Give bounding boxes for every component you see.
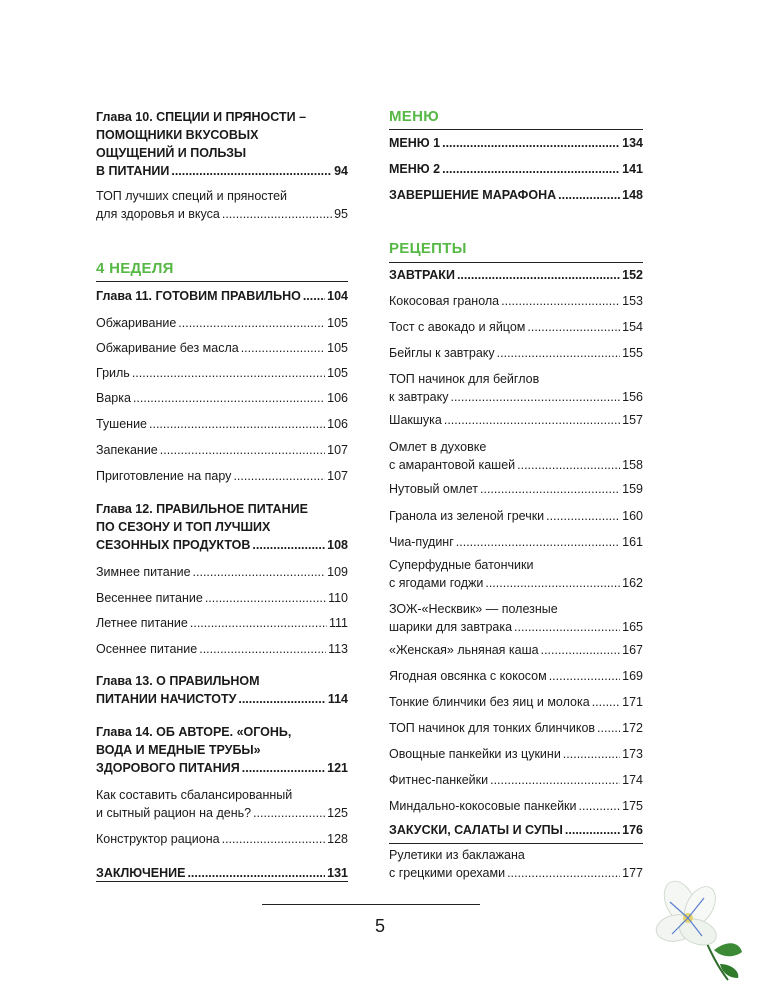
toc-entry-row bbox=[389, 456, 643, 474]
dot-leader bbox=[303, 287, 325, 305]
dot-leader bbox=[242, 759, 325, 777]
toc-entry-title-line: ПО СЕЗОНУ И ТОП ЛУЧШИХ bbox=[96, 520, 271, 534]
toc-entry bbox=[96, 287, 348, 305]
toc-entry-title-line: ПОМОЩНИКИ ВКУСОВЫХ bbox=[96, 128, 259, 142]
toc-entry bbox=[389, 411, 643, 429]
toc-entry-title-line: ЗДОРОВОГО ПИТАНИЯ bbox=[96, 761, 240, 775]
toc-divider bbox=[389, 262, 643, 263]
toc-entry-title-line: Гриль bbox=[96, 366, 130, 380]
toc-entry-page: 167 bbox=[622, 643, 643, 657]
toc-entry bbox=[389, 821, 643, 839]
dot-leader bbox=[456, 533, 620, 551]
toc-entry-title-line: ЗАВТРАКИ bbox=[389, 268, 455, 282]
dot-leader bbox=[442, 160, 620, 178]
toc-entry bbox=[96, 364, 348, 382]
toc-entry-page: 106 bbox=[327, 391, 348, 405]
toc-entry-row bbox=[389, 388, 643, 406]
toc-entry bbox=[96, 614, 348, 632]
dot-leader bbox=[565, 821, 620, 839]
toc-entry-title-line: ТОП начинок для тонких блинчиков bbox=[389, 721, 596, 735]
toc-entry-title-line: Весеннее питание bbox=[96, 591, 203, 605]
toc-entry-row bbox=[389, 411, 643, 429]
toc-entry-row bbox=[96, 864, 348, 882]
toc-entry-page: 107 bbox=[327, 469, 348, 483]
toc-entry-page: 160 bbox=[622, 509, 643, 523]
dot-leader bbox=[527, 318, 620, 336]
toc-entry bbox=[96, 640, 348, 658]
toc-entry-page: 110 bbox=[328, 591, 348, 605]
toc-entry-title-line: МЕНЮ 1 bbox=[389, 136, 441, 150]
toc-entry bbox=[96, 500, 348, 554]
toc-entry-title-line: Осеннее питание bbox=[96, 642, 198, 656]
toc-entry-title-line: и сытный рацион на день? bbox=[96, 806, 252, 820]
toc-entry-row bbox=[389, 186, 643, 204]
toc-entry-row bbox=[96, 287, 348, 305]
toc-entry-row bbox=[96, 205, 348, 223]
dot-leader bbox=[171, 162, 332, 180]
dot-leader bbox=[480, 480, 620, 498]
toc-entry-row bbox=[389, 318, 643, 336]
dot-leader bbox=[592, 693, 620, 711]
toc-entry-page: 106 bbox=[327, 417, 348, 431]
toc-entry-title-line: Летнее питание bbox=[96, 616, 188, 630]
toc-entry-title-line: Ягодная овсянка с кокосом bbox=[389, 669, 547, 683]
toc-entry bbox=[389, 438, 643, 474]
dot-leader bbox=[133, 389, 325, 407]
toc-entry-row bbox=[389, 292, 643, 310]
toc-entry-page: 94 bbox=[334, 164, 348, 178]
toc-entry bbox=[389, 344, 643, 362]
toc-entry-row bbox=[389, 507, 643, 525]
toc-entry-page: 113 bbox=[328, 642, 348, 656]
toc-entry bbox=[389, 266, 643, 284]
toc-entry-row bbox=[389, 864, 643, 882]
dot-leader bbox=[444, 411, 620, 429]
toc-entry-page: 107 bbox=[327, 443, 348, 457]
dot-leader bbox=[253, 804, 325, 822]
toc-entry bbox=[96, 441, 348, 459]
toc-entry-title-line: Тушение bbox=[96, 417, 148, 431]
toc-entry-row bbox=[389, 480, 643, 498]
toc-entry bbox=[389, 318, 643, 336]
dot-leader bbox=[546, 507, 620, 525]
toc-entry-page: 176 bbox=[622, 823, 643, 837]
toc-entry-page: 153 bbox=[622, 294, 643, 308]
dot-leader bbox=[205, 589, 326, 607]
toc-entry-title-line: Тонкие блинчики без яиц и молока bbox=[389, 695, 590, 709]
toc-entry-title-line: Глава 13. О ПРАВИЛЬНОМ bbox=[96, 674, 260, 688]
toc-entry-page: 177 bbox=[622, 866, 643, 880]
toc-entry-row bbox=[96, 804, 348, 822]
toc-entry-title-line: ЗАКЛЮЧЕНИЕ bbox=[96, 866, 186, 880]
toc-entry-page: 171 bbox=[622, 695, 643, 709]
dot-leader bbox=[497, 344, 620, 362]
toc-entry bbox=[389, 480, 643, 498]
toc-entry-page: 95 bbox=[334, 207, 348, 221]
toc-entry-title-line: Обжаривание bbox=[96, 316, 177, 330]
toc-entry bbox=[96, 723, 348, 777]
toc-entry-row bbox=[96, 415, 348, 433]
toc-entry bbox=[96, 830, 348, 848]
toc-entry-title-line: В ПИТАНИИ bbox=[96, 164, 170, 178]
toc-entry-row bbox=[389, 641, 643, 659]
toc-entry-row bbox=[96, 563, 348, 581]
dot-leader bbox=[132, 364, 325, 382]
dot-leader bbox=[541, 641, 621, 659]
toc-entry-title-line: ПИТАНИИ НАЧИСТОТУ bbox=[96, 692, 237, 706]
dot-leader bbox=[517, 456, 620, 474]
dot-leader bbox=[549, 667, 620, 685]
toc-entry-row bbox=[389, 266, 643, 284]
toc-entry-title-line: ЗАВЕРШЕНИЕ МАРАФОНА bbox=[389, 188, 557, 202]
toc-entry-page: 121 bbox=[327, 761, 348, 775]
toc-entry-row bbox=[389, 574, 643, 592]
section-week-4: 4 НЕДЕЛЯ bbox=[96, 260, 174, 277]
toc-entry-page: 105 bbox=[327, 341, 348, 355]
toc-entry-row bbox=[96, 614, 348, 632]
toc-entry-title-line: Глава 11. ГОТОВИМ ПРАВИЛЬНО bbox=[96, 289, 301, 303]
dot-leader bbox=[149, 415, 325, 433]
toc-divider bbox=[389, 843, 643, 844]
toc-entry-title-line: ЗОЖ-«Несквик» — полезные bbox=[389, 602, 558, 616]
toc-entry-title-line: Приготовление на пару bbox=[96, 469, 232, 483]
toc-entry bbox=[96, 187, 348, 223]
toc-entry bbox=[389, 745, 643, 763]
toc-entry-page: 109 bbox=[327, 565, 348, 579]
toc-entry bbox=[389, 667, 643, 685]
flower-decoration bbox=[640, 872, 750, 982]
dot-leader bbox=[507, 864, 620, 882]
toc-entry-title-line: Шакшука bbox=[389, 413, 442, 427]
toc-divider bbox=[96, 881, 348, 882]
dot-leader bbox=[241, 339, 325, 357]
dot-leader bbox=[501, 292, 620, 310]
dot-leader bbox=[485, 574, 620, 592]
toc-entry bbox=[389, 134, 643, 152]
toc-entry-page: 125 bbox=[327, 806, 348, 820]
toc-entry-page: 169 bbox=[622, 669, 643, 683]
toc-entry-page: 157 bbox=[622, 413, 643, 427]
toc-entry-page: 105 bbox=[327, 366, 348, 380]
toc-entry-title-line: Запекание bbox=[96, 443, 158, 457]
toc-entry-page: 175 bbox=[622, 799, 643, 813]
toc-entry bbox=[389, 186, 643, 204]
toc-entry-row bbox=[389, 821, 643, 839]
toc-entry-title-line: ТОП начинок для бейглов bbox=[389, 372, 540, 386]
dot-leader bbox=[450, 388, 620, 406]
dot-leader bbox=[222, 830, 326, 848]
toc-entry-title-line: ЗАКУСКИ, САЛАТЫ И СУПЫ bbox=[389, 823, 563, 837]
footer-divider bbox=[262, 904, 480, 905]
toc-entry-page: 173 bbox=[622, 747, 643, 761]
toc-entry-row bbox=[96, 441, 348, 459]
dot-leader bbox=[193, 563, 326, 581]
toc-entry-title-line: шарики для завтрака bbox=[389, 620, 513, 634]
toc-entry-page: 161 bbox=[622, 535, 643, 549]
toc-entry-page: 114 bbox=[327, 692, 348, 706]
toc-entry bbox=[96, 786, 348, 822]
toc-entry-row bbox=[96, 314, 348, 332]
toc-entry-title-line: Суперфудные батончики bbox=[389, 558, 534, 572]
toc-divider bbox=[389, 129, 643, 130]
toc-entry-row bbox=[96, 589, 348, 607]
toc-entry bbox=[96, 672, 348, 708]
toc-entry-title-line: Обжаривание без масла bbox=[96, 341, 239, 355]
dot-leader bbox=[252, 536, 325, 554]
toc-entry-row bbox=[96, 759, 348, 777]
toc-entry-row bbox=[389, 344, 643, 362]
toc-entry-title-line: Миндально-кокосовые панкейки bbox=[389, 799, 577, 813]
toc-entry-page: 159 bbox=[622, 482, 643, 496]
toc-entry-row bbox=[96, 467, 348, 485]
toc-entry-title-line: ТОП лучших специй и пряностей bbox=[96, 189, 288, 203]
dot-leader bbox=[579, 797, 621, 815]
toc-entry bbox=[96, 589, 348, 607]
dot-leader bbox=[233, 467, 325, 485]
toc-entry-title-line: с грецкими орехами bbox=[389, 866, 506, 880]
toc-entry-title-line: Фитнес-панкейки bbox=[389, 773, 489, 787]
toc-entry-title-line: ВОДА И МЕДНЫЕ ТРУБЫ» bbox=[96, 743, 261, 757]
toc-entry-title-line: Омлет в духовке bbox=[389, 440, 487, 454]
toc-entry bbox=[389, 719, 643, 737]
toc-entry-row bbox=[96, 830, 348, 848]
toc-entry-page: 141 bbox=[622, 162, 643, 176]
toc-entry bbox=[96, 314, 348, 332]
toc-entry-title-line: ОЩУЩЕНИЙ И ПОЛЬЗЫ bbox=[96, 146, 247, 160]
toc-entry-page: 158 bbox=[622, 458, 643, 472]
toc-entry-title-line: Нутовый омлет bbox=[389, 482, 478, 496]
toc-entry-row bbox=[389, 533, 643, 551]
page-number: 5 bbox=[374, 916, 385, 936]
toc-entry-row bbox=[96, 339, 348, 357]
toc-divider bbox=[96, 281, 348, 282]
toc-entry-row bbox=[389, 667, 643, 685]
toc-entry-row bbox=[389, 771, 643, 789]
toc-entry bbox=[96, 563, 348, 581]
toc-entry-title-line: Кокосовая гранола bbox=[389, 294, 500, 308]
dot-leader bbox=[199, 640, 326, 658]
dot-leader bbox=[187, 864, 325, 882]
toc-entry-row bbox=[389, 693, 643, 711]
toc-entry-page: 148 bbox=[622, 188, 643, 202]
toc-entry bbox=[389, 771, 643, 789]
section-recipes: РЕЦЕПТЫ bbox=[389, 240, 467, 257]
toc-entry bbox=[389, 507, 643, 525]
toc-entry bbox=[96, 108, 348, 180]
toc-entry-title-line: Бейглы к завтраку bbox=[389, 346, 495, 360]
toc-entry bbox=[389, 533, 643, 551]
toc-entry-page: 134 bbox=[622, 136, 643, 150]
toc-entry-page: 154 bbox=[622, 320, 643, 334]
toc-entry-title-line: Конструктор рациона bbox=[96, 832, 220, 846]
toc-entry bbox=[389, 370, 643, 406]
dot-leader bbox=[238, 690, 325, 708]
toc-entry bbox=[96, 864, 348, 882]
toc-entry-row bbox=[389, 618, 643, 636]
dot-leader bbox=[514, 618, 620, 636]
toc-entry-row bbox=[96, 389, 348, 407]
toc-entry-page: 172 bbox=[622, 721, 643, 735]
toc-entry-row bbox=[389, 797, 643, 815]
toc-entry-page: 152 bbox=[622, 268, 643, 282]
toc-entry-row bbox=[96, 162, 348, 180]
toc-entry-title-line: МЕНЮ 2 bbox=[389, 162, 441, 176]
toc-entry-title-line: Зимнее питание bbox=[96, 565, 191, 579]
dot-leader bbox=[190, 614, 327, 632]
toc-entry-page: 104 bbox=[327, 289, 348, 303]
toc-entry-title-line: Как составить сбалансированный bbox=[96, 788, 293, 802]
toc-entry bbox=[389, 600, 643, 636]
dot-leader bbox=[563, 745, 620, 763]
dot-leader bbox=[160, 441, 325, 459]
toc-entry-page: 165 bbox=[622, 620, 643, 634]
toc-entry-page: 111 bbox=[328, 616, 348, 630]
toc-entry-title-line: Варка bbox=[96, 391, 131, 405]
toc-entry-title-line: Глава 12. ПРАВИЛЬНОЕ ПИТАНИЕ bbox=[96, 502, 308, 516]
section-menu: МЕНЮ bbox=[389, 108, 440, 125]
toc-entry-title-line: Гранола из зеленой гречки bbox=[389, 509, 545, 523]
toc-entry-row bbox=[96, 640, 348, 658]
toc-entry bbox=[389, 641, 643, 659]
toc-entry-page: 156 bbox=[622, 390, 643, 404]
toc-entry bbox=[96, 415, 348, 433]
toc-entry-row bbox=[389, 134, 643, 152]
toc-entry bbox=[389, 693, 643, 711]
toc-entry-row bbox=[96, 690, 348, 708]
toc-entry bbox=[96, 467, 348, 485]
dot-leader bbox=[558, 186, 620, 204]
toc-entry bbox=[389, 292, 643, 310]
toc-entry-page: 155 bbox=[622, 346, 643, 360]
toc-entry-row bbox=[96, 536, 348, 554]
toc-entry-page: 131 bbox=[327, 866, 348, 880]
dot-leader bbox=[178, 314, 325, 332]
toc-entry bbox=[96, 389, 348, 407]
toc-entry bbox=[389, 846, 643, 882]
toc-entry-title-line: с ягодами годжи bbox=[389, 576, 484, 590]
toc-entry-page: 128 bbox=[327, 832, 348, 846]
toc-entry-title-line: Глава 10. СПЕЦИИ И ПРЯНОСТИ – bbox=[96, 110, 307, 124]
dot-leader bbox=[222, 205, 332, 223]
toc-entry-row bbox=[389, 160, 643, 178]
toc-entry-page: 108 bbox=[327, 538, 348, 552]
toc-entry bbox=[96, 339, 348, 357]
dot-leader bbox=[490, 771, 620, 789]
dot-leader bbox=[442, 134, 620, 152]
toc-entry-title-line: с амарантовой кашей bbox=[389, 458, 516, 472]
toc-entry-title-line: для здоровья и вкуса bbox=[96, 207, 220, 221]
toc-entry-title-line: Овощные панкейки из цукини bbox=[389, 747, 561, 761]
toc-entry-title-line: «Женская» льняная каша bbox=[389, 643, 539, 657]
toc-entry-row bbox=[389, 719, 643, 737]
toc-entry bbox=[389, 556, 643, 592]
toc-entry-title-line: Рулетики из баклажана bbox=[389, 848, 525, 862]
toc-entry-title-line: СЕЗОННЫХ ПРОДУКТОВ bbox=[96, 538, 251, 552]
dot-leader bbox=[457, 266, 620, 284]
dot-leader bbox=[597, 719, 620, 737]
toc-entry-page: 105 bbox=[327, 316, 348, 330]
toc-entry-title-line: Тост с авокадо и яйцом bbox=[389, 320, 526, 334]
toc-entry-page: 174 bbox=[622, 773, 643, 787]
toc-entry-title-line: Глава 14. ОБ АВТОРЕ. «ОГОНЬ, bbox=[96, 725, 292, 739]
toc-entry-row bbox=[96, 364, 348, 382]
toc-entry-page: 162 bbox=[622, 576, 643, 590]
toc-entry-row bbox=[389, 745, 643, 763]
toc-entry-title-line: Чиа-пудинг bbox=[389, 535, 454, 549]
toc-entry-title-line: к завтраку bbox=[389, 390, 449, 404]
toc-entry bbox=[389, 160, 643, 178]
toc-entry bbox=[389, 797, 643, 815]
